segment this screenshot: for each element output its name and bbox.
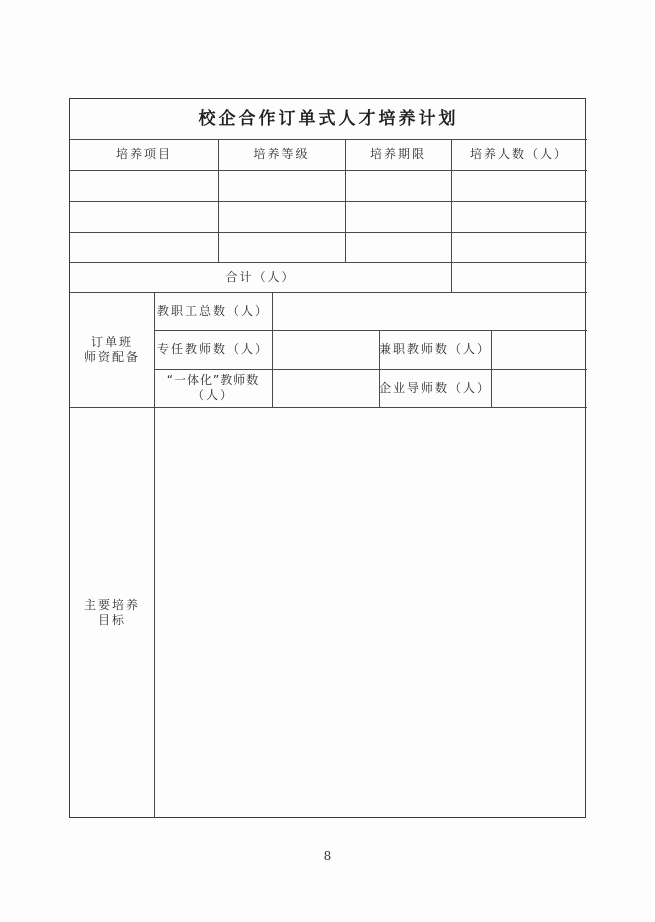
parttime-teachers-label: 兼职教师数（人） <box>379 342 492 356</box>
rule-below-header <box>70 170 587 171</box>
goals-label-line-1: 主要培养 <box>83 597 140 612</box>
enterprise-mentors-label: 企业导师数（人） <box>379 380 492 395</box>
integrated-label-line-2: （人） <box>191 388 234 402</box>
staff-col-rule-1 <box>272 292 273 407</box>
training-goals-label <box>70 407 154 818</box>
header-level: 培养等级 <box>253 147 310 161</box>
total-staff-label: 教职工总数（人） <box>156 303 269 318</box>
header-project: 培养项目 <box>115 147 172 161</box>
total-label: 合计（人） <box>225 269 296 284</box>
staffing-label-line-1: 订单班 <box>90 334 133 349</box>
staff-col-rule-3 <box>491 330 492 407</box>
staffing-section-label <box>70 292 154 407</box>
page-number: 8 <box>323 849 332 863</box>
integrated-teachers-label <box>154 369 272 407</box>
table-title: 校企合作订单式人才培养计划 <box>198 108 459 129</box>
header-count: 培养人数（人） <box>469 147 568 161</box>
plan-table <box>69 98 586 818</box>
header-period: 培养期限 <box>369 147 426 161</box>
staffing-label-line-2: 师资配备 <box>83 349 140 364</box>
integrated-label-line-1: “一体化”教师数 <box>166 373 260 387</box>
rule-row-2 <box>70 232 587 233</box>
goals-label-line-2: 目标 <box>97 612 126 627</box>
rule-row-1 <box>70 201 587 202</box>
fulltime-teachers-label: 专任教师数（人） <box>156 342 269 356</box>
